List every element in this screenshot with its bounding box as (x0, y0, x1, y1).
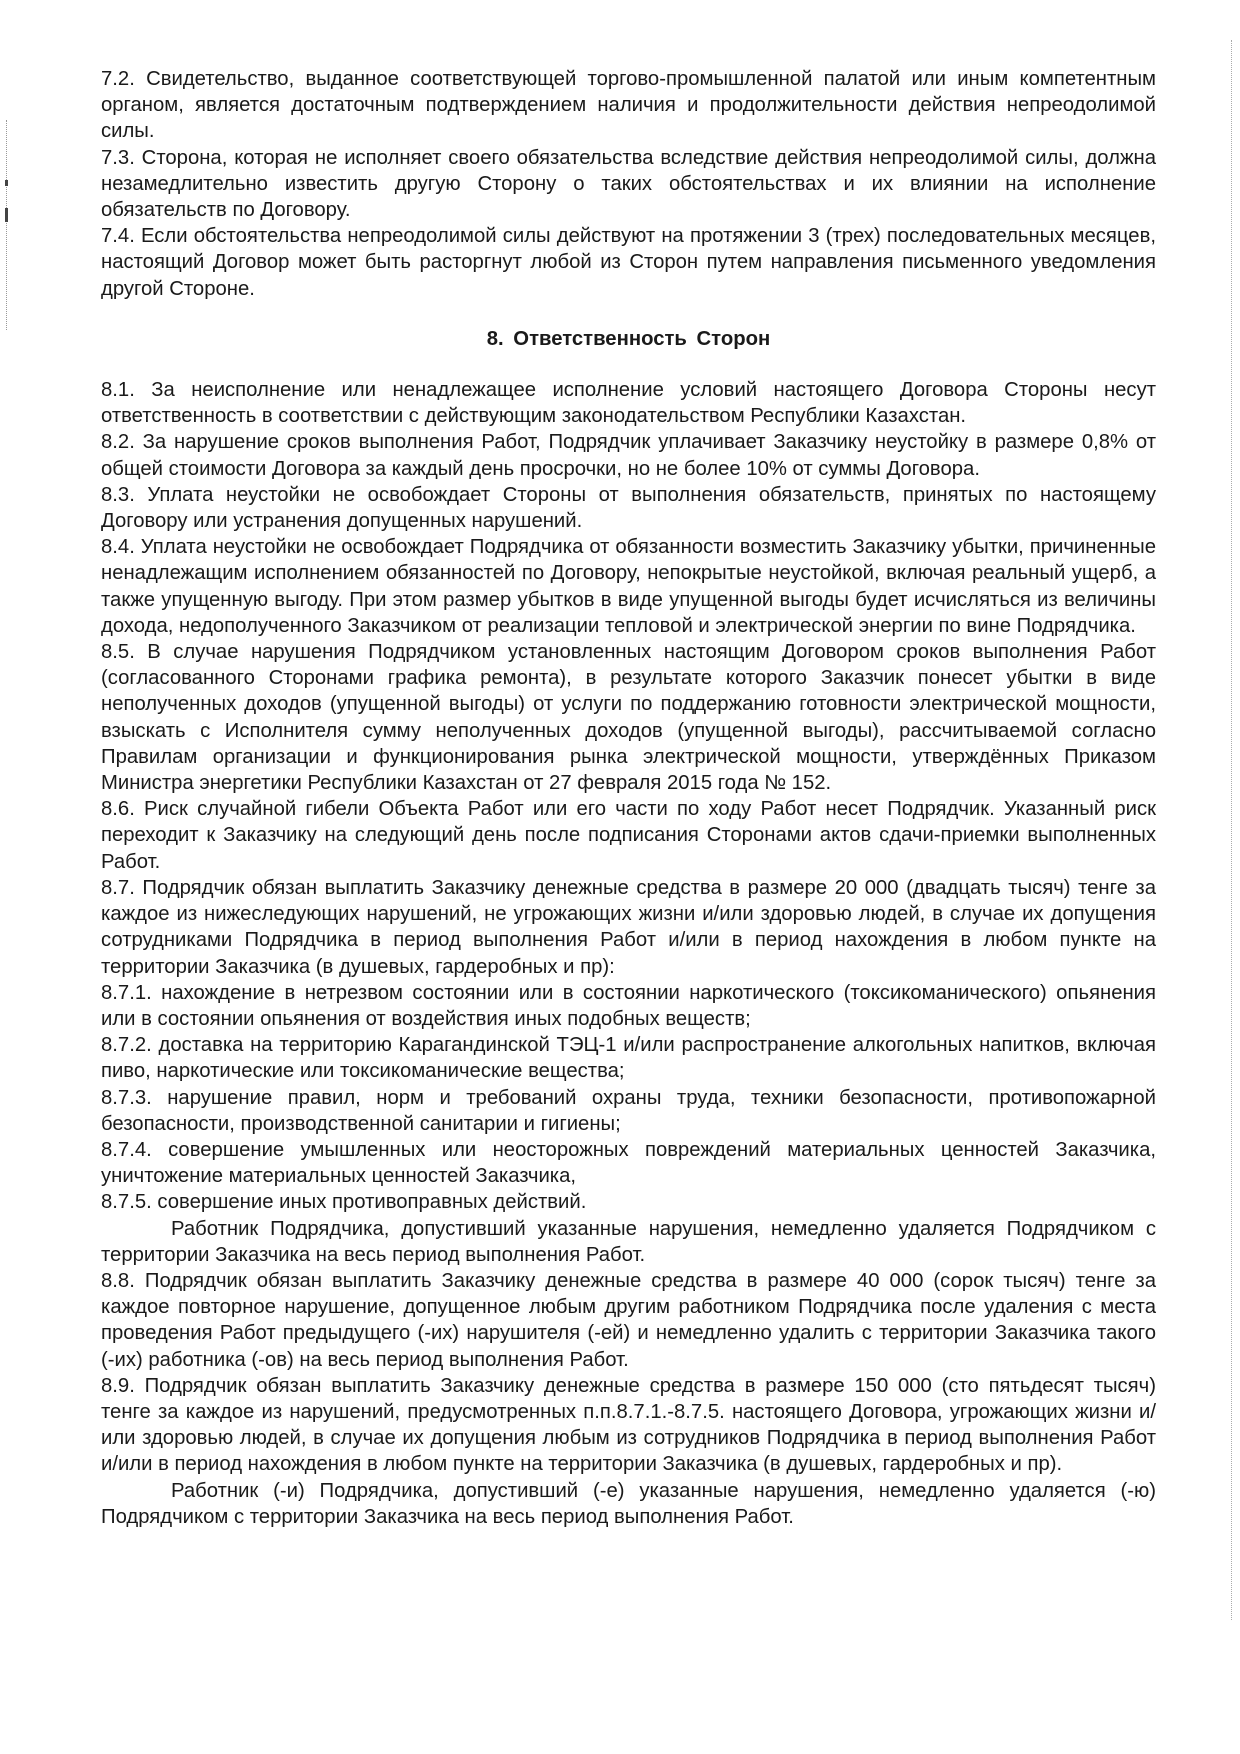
clause-8-8: 8.8. Подрядчик обязан выплатить Заказчику денежные средства в размере 40 000 (сорок тысяч) тенге за каждое повторное нарушение, допущенное любым другим работником Подрядчика после удаления с места проведения Работ предыдущего (-их) нарушителя (-ей) и немедленно удалить с территории Заказчика такого (-их) работника (-ов) на весь период выполнения Работ. (101, 1269, 1156, 1371)
clause-8-2: 8.2. За нарушение сроков выполнения Работ, Подрядчик уплачивает Заказчику неустойку в размере 0,8% от общей стоимости Договора за каждый день просрочки, но не более 10% от суммы Договора. (101, 431, 1156, 480)
clause-8-1: 8.1. За неисполнение или ненадлежащее исполнение условий настоящего Договора Стороны несут ответственность в соответствии с действующим законодательством Республики Казахстан. (101, 379, 1156, 428)
clause-7-2: 7.2. Свидетельство, выданное соответствующей торгово-промышленной палатой или иным компетентным органом, является достаточным подтверждением наличия и продолжительности действия непреодолимой силы. (101, 68, 1156, 143)
clause-7-3: 7.3. Сторона, которая не исполняет своего обязательства вследствие действия непреодолимой силы, должна незамедлительно известить другую Сторону о таких обстоятельствах и их влиянии на исполнение обязательств по Договору. (101, 146, 1156, 222)
clause-8-7: 8.7. Подрядчик обязан выплатить Заказчику денежные средства в размере 20 000 (двадцать тысяч) тенге за каждое из нижеследующих нарушений, не угрожающих жизни и/или здоровью людей, в случае их допущения сотрудниками Подрядчика в период выполнения Работ и/или в период нахождения в любом пункте на территории Заказчика (в душевых, гардеробных и пр): (101, 876, 1156, 978)
clause-8-9: 8.9. Подрядчик обязан выплатить Заказчику денежные средства в размере 150 000 (сто пятьдесят тысяч) тенге за каждое из нарушений, предусмотренных п.п.8.7.1.-8.7.5. настоящего Договора, угрожающих жизни и/или здоровью людей, в случае их допущения любым из сотрудников Подрядчика в период выполнения Работ и/или в период нахождения в любом пункте на территории Заказчика (в душевых, гардеробных и пр). (101, 1374, 1156, 1476)
clause-8-6: 8.6. Риск случайной гибели Объекта Работ или его части по ходу Работ несет Подрядчик. Указанный риск переходит к Заказчику на следующий день после подписания Сторонами актов сдачи-приемки выполненных Работ. (101, 798, 1156, 873)
worker-removal-note: Работник Подрядчика, допустивший указанные нарушения, немедленно удаляется Подрядчиком с территории Заказчика на весь период выполнения Работ. (101, 1217, 1156, 1266)
clause-8-7-1: 8.7.1. нахождение в нетрезвом состоянии или в состоянии наркотического (токсикоманического) опьянения или в состоянии опьянения от воздействия иных подобных веществ; (101, 981, 1156, 1030)
scan-edge-line (1231, 40, 1232, 1620)
clause-8-7-4: 8.7.4. совершение умышленных или неосторожных повреждений материальных ценностей Заказчика, уничтожение материальных ценностей Заказчика, (101, 1138, 1156, 1188)
clause-8-7-5: 8.7.5. совершение иных противоправных действий. (101, 1191, 587, 1214)
clause-8-3: 8.3. Уплата неустойки не освобождает Стороны от выполнения обязательств, принятых по настоящему Договору или устранения допущенных нарушений. (101, 483, 1156, 533)
worker-removal-note-2: Работник (-и) Подрядчика, допустивший (-е) указанные нарушения, немедленно удаляется (-ю) Подрядчиком с территории Заказчика на весь период выполнения Работ. (101, 1479, 1156, 1528)
clause-7-4: 7.4. Если обстоятельства непреодолимой силы действуют на протяжении 3 (трех) последовательных месяцев, настоящий Договор может быть расторгнут любой из Сторон путем направления письменного уведомления другой Стороне. (101, 225, 1156, 300)
document-page (101, 66, 1156, 1530)
clause-8-7-2: 8.7.2. доставка на территорию Карагандинской ТЭЦ-1 и/или распространение алкогольных напитков, включая пиво, наркотические или токсикоманические вещества; (101, 1034, 1156, 1083)
scan-margin-marks (6, 120, 10, 330)
section-heading: 8. Ответственность Сторон (486, 327, 771, 350)
clause-8-4: 8.4. Уплата неустойки не освобождает Подрядчика от обязанности возместить Заказчику убытки, причиненные ненадлежащим исполнением обязанностей по Договору, непокрытые неустойкой, включая реальный ущерб, а также упущенную выгоду. При этом размер убытков в виде упущенной выгоды будет исчисляться из величины дохода, недополученного Заказчиком от реализации тепловой и электрической энергии по вине Подрядчика. (101, 536, 1156, 637)
clause-8-5: 8.5. В случае нарушения Подрядчиком установленных настоящим Договором сроков выполнения Работ (согласованного Сторонами графика ремонта), в результате которого Заказчик понесет убытки в виде неполученных доходов (упущенной выгоды) от услуги по поддержанию готовности электрической мощности, взыскать с Исполнителя сумму неполученных доходов (упущенной выгоды), рассчитываемой согласно Правилам организации и функционирования рынка электрической мощности, утверждённых Приказом Министра энергетики Республики Казахстан от 27 февраля 2015 года № 152. (101, 641, 1156, 795)
clause-8-7-3: 8.7.3. нарушение правил, норм и требований охраны труда, техники безопасности, противопожарной безопасности, производственной санитарии и гигиены; (101, 1086, 1156, 1135)
